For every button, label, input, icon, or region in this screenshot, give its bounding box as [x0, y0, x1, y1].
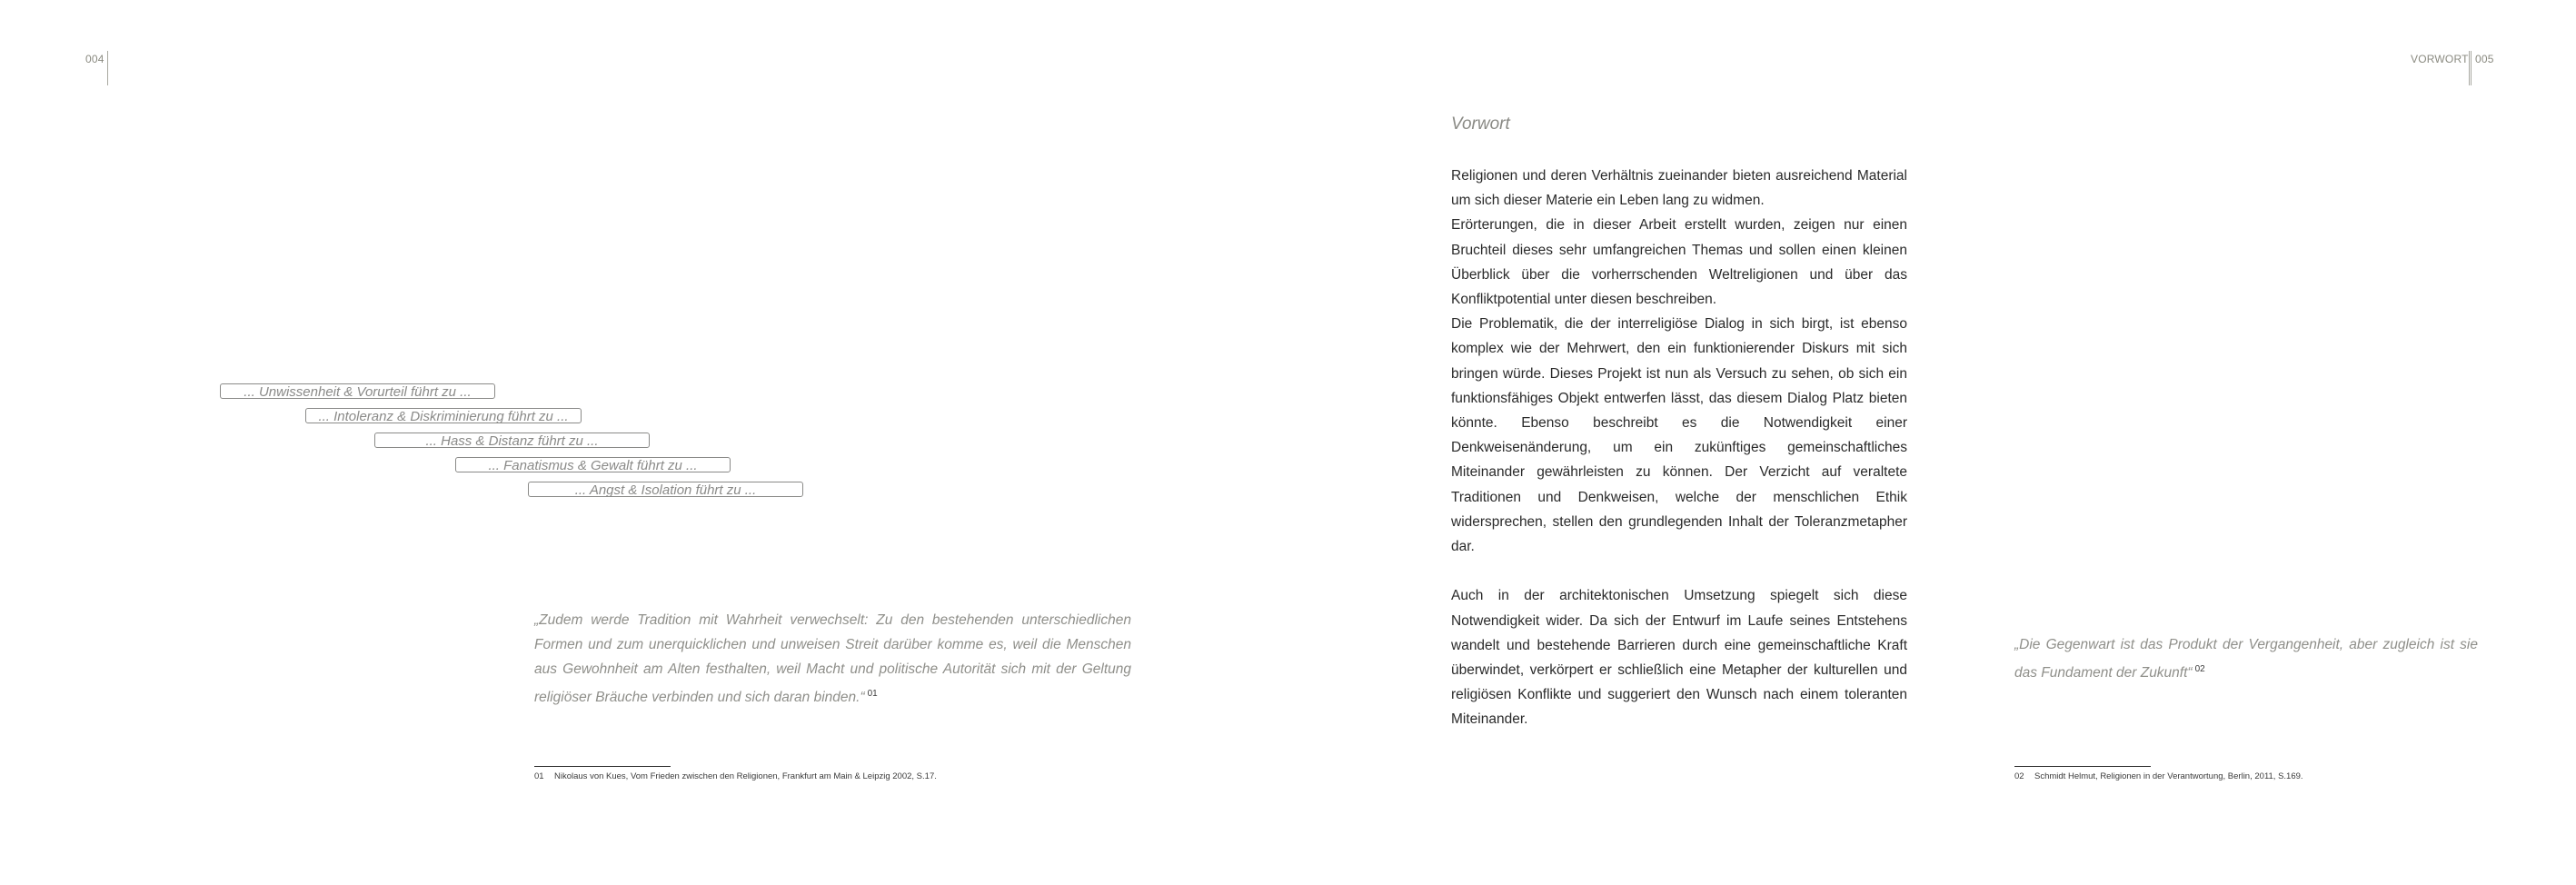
pull-quote-right	[2014, 632, 2478, 685]
page-number-right: 005	[2475, 53, 2494, 65]
footnote-left	[534, 771, 937, 781]
paragraph-gap	[1451, 559, 1907, 583]
staircase-step: ... Angst & Isolation führt zu ...	[528, 482, 803, 497]
page-number-rule	[2471, 51, 2472, 85]
footnote-number: 01	[534, 771, 544, 781]
body-text	[1451, 164, 1907, 732]
page-number-rule	[2469, 51, 2470, 85]
paragraph: Erörterungen, die in dieser Arbeit erstellt wurden, zeigen nur einen Bruchteil dieses sehr umfangreichen Themas und sollen einen kleinen Überblick über die vorherrschenden Weltreligionen und über das Konfliktpotential unter diesen beschreiben.	[1451, 217, 1907, 308]
quote-text: „Die Gegenwart ist das Produkt der Vergangenheit, aber zugleich ist sie das Fundament der Zukunft“	[2014, 637, 2478, 681]
quote-reference: 01	[867, 689, 878, 699]
staircase-step: ... Intoleranz & Diskriminierung führt zu ...	[305, 408, 582, 423]
page-number-rule	[107, 51, 108, 85]
right-page	[1288, 0, 2576, 885]
footnote-text: Schmidt Helmut, Religionen in der Verantwortung, Berlin, 2011, S.169.	[2034, 771, 2303, 781]
footnote-right	[2014, 771, 2303, 781]
pull-quote-left	[534, 608, 1131, 710]
paragraph: Die Problematik, die der interreligiöse Dialog in sich birgt, ist ebenso komplex wie der Mehrwert, den ein funktionierender Diskurs mit sich bringen würde. Dieses Projekt ist nun als Versuch zu sehen, ob sich ein funktionsfähiges Objekt entwerfen lässt, das diesem Dialog Platz bieten könnte. Ebenso beschreibt es die Notwendigkeit einer Denkweisenänderung, um ein zukünftiges gemeinschaftliches Miteinander gewährleisten zu können. Der Verzicht auf veraltete Traditionen und Denkweisen, welche der menschlichen Ethik widersprechen, stellen den grundlegenden Inhalt der Toleranzmetapher dar.	[1451, 316, 1907, 555]
quote-reference: 02	[2194, 664, 2205, 674]
staircase-step: ... Unwissenheit & Vorurteil führt zu ...	[220, 383, 495, 399]
paragraph: Auch in der architektonischen Umsetzung spiegelt sich diese Notwendigkeit wider. Da sich der Entwurf im Laufe seines Entstehens wandelt und bestehende Barrieren durch eine gemeinschaftliche Kraft überwindet, verkörpert er schließlich eine Metapher der kulturellen und religiösen Konflikte und suggeriert den Wunsch nach einem toleranten Miteinander.	[1451, 588, 1907, 728]
paragraph: Religionen und deren Verhältnis zueinander bieten ausreichend Material um sich dieser Materie ein Leben lang zu widmen.	[1451, 168, 1907, 209]
footnote-text: Nikolaus von Kues, Vom Frieden zwischen den Religionen, Frankfurt am Main & Leipzig 2002, S.17.	[554, 771, 937, 781]
quote-text: „Zudem werde Tradition mit Wahrheit verwechselt: Zu den bestehenden unterschiedlichen Formen und zum unerquicklichen und unweisen Streit darüber komme es, weil die Menschen aus Gewohnheit am Alten festhalten, weil Macht und politische Autorität sich mit der Geltung religiöser Bräuche verbinden und sich daran binden.“	[534, 612, 1131, 705]
page-number-left: 004	[85, 53, 104, 65]
footnote-rule	[534, 766, 671, 767]
staircase-step: ... Hass & Distanz führt zu ...	[374, 433, 650, 448]
footnote-rule	[2014, 766, 2151, 767]
running-header: VORWORT	[2411, 53, 2469, 65]
page-title: Vorwort	[1451, 114, 1510, 134]
footnote-number: 02	[2014, 771, 2024, 781]
staircase-step: ... Fanatismus & Gewalt führt zu ...	[455, 457, 731, 472]
